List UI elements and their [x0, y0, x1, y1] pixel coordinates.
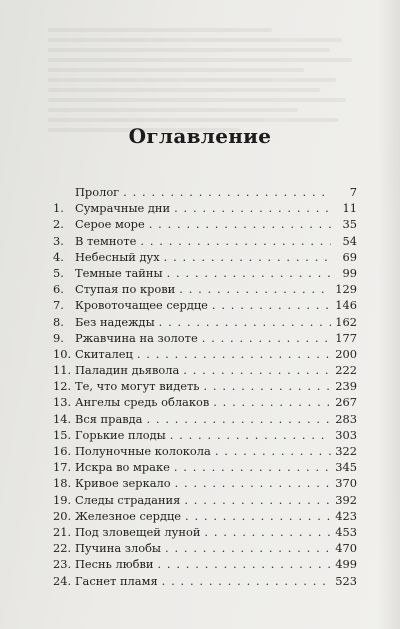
toc-entry [53, 394, 357, 410]
toc-entry-title: Ангелы средь облаков [75, 395, 210, 410]
toc-entry-number: 4. [53, 249, 64, 264]
ghost-line [48, 68, 304, 72]
toc-leader-dots [159, 314, 331, 330]
toc-leader-dots [140, 233, 331, 249]
toc-entry-page: 303 [335, 427, 357, 442]
toc-entry-number: 13. [53, 395, 72, 410]
toc-leader-dots [123, 184, 331, 200]
toc-leader-dots [164, 249, 331, 265]
toc-leader-dots [170, 427, 331, 443]
toc-entry-number: 22. [53, 541, 72, 556]
bleed-through-text [48, 22, 368, 138]
toc-entry-page: 392 [335, 492, 357, 507]
toc-entry-title: Вся правда [75, 411, 143, 426]
toc-entry-page: 370 [335, 476, 357, 491]
toc-leader-dots [162, 573, 331, 589]
toc-entry-page: 222 [335, 363, 357, 378]
page-edge-shadow [378, 0, 400, 629]
toc-entry-page: 69 [342, 249, 357, 264]
toc-entry-number: 15. [53, 427, 72, 442]
toc-entry-title: Паладин дьявола [75, 363, 180, 378]
toc-leader-dots [215, 443, 331, 459]
toc-entry-number: 17. [53, 460, 72, 475]
toc-entry-title: Скиталец [75, 346, 133, 361]
toc-entry-page: 7 [349, 185, 357, 199]
toc-entry [53, 443, 357, 459]
toc-entry-page: 35 [342, 217, 357, 232]
ghost-line [48, 118, 339, 122]
toc-entry-number: 3. [53, 233, 64, 248]
toc-entry-title: Небесный дух [75, 249, 160, 264]
toc-entry-number: 23. [53, 557, 72, 572]
toc-entry-page: 99 [342, 265, 357, 280]
toc-entry [53, 524, 357, 540]
toc-entry [53, 184, 357, 200]
toc-entry [53, 265, 357, 281]
toc-leader-dots [212, 297, 331, 313]
toc-entry-title: Пролог [75, 185, 120, 199]
toc-entry-title: Кровоточащее сердце [75, 298, 208, 313]
toc-leader-dots [185, 508, 331, 524]
toc-entry [53, 540, 357, 556]
toc-entry-number: 20. [53, 508, 72, 523]
toc-entry-number: 10. [53, 346, 72, 361]
toc-entry-number: 1. [53, 201, 64, 216]
toc-entry-title: Сумрачные дни [75, 201, 171, 216]
toc-entry-number: 11. [53, 363, 72, 378]
toc-entry [53, 233, 357, 249]
ghost-line [48, 38, 342, 42]
toc-entry [53, 346, 357, 362]
toc-entry-number: 5. [53, 265, 64, 280]
toc-entry [53, 200, 357, 216]
toc-leader-dots [149, 216, 331, 232]
ghost-line [48, 78, 336, 82]
toc-leader-dots [174, 459, 331, 475]
toc-entry-title: Без надежды [75, 314, 155, 329]
toc-entry-number: 18. [53, 476, 72, 491]
toc-entry-page: 146 [335, 298, 357, 313]
toc-entry-number: 16. [53, 444, 72, 458]
toc-entry [53, 475, 357, 491]
toc-entry-page: 423 [335, 508, 357, 523]
page-title: Оглавление [128, 124, 272, 148]
toc-entry [53, 508, 357, 524]
toc-entry [53, 249, 357, 265]
toc-leader-dots [175, 475, 331, 491]
toc-leader-dots [165, 540, 331, 556]
toc-entry-title: Серое море [75, 217, 145, 232]
toc-entry [53, 216, 357, 232]
toc-leader-dots [184, 492, 331, 508]
toc-entry-page: 129 [335, 282, 357, 297]
toc-entry [53, 281, 357, 297]
toc-entry [53, 362, 357, 378]
toc-entry-page: 345 [335, 460, 357, 475]
toc-entry [53, 459, 357, 475]
toc-entry-page: 453 [335, 524, 357, 539]
toc-entry-page: 239 [335, 379, 357, 394]
toc-entry-page: 267 [335, 395, 357, 410]
table-of-contents [53, 184, 357, 589]
toc-leader-dots [137, 346, 331, 362]
toc-entry-page: 54 [342, 233, 357, 248]
toc-entry-title: Гаснет пламя [75, 573, 158, 588]
toc-leader-dots [213, 394, 331, 410]
toc-entry-page: 499 [335, 557, 357, 572]
toc-entry-page: 162 [335, 314, 357, 329]
toc-entry-page: 470 [335, 541, 357, 556]
toc-entry-page: 200 [335, 346, 357, 361]
toc-leader-dots [203, 378, 331, 394]
toc-entry [53, 297, 357, 313]
toc-entry-page: 11 [342, 201, 357, 216]
toc-leader-dots [179, 281, 331, 297]
toc-entry [53, 492, 357, 508]
toc-entry-title: Пучина злобы [75, 541, 161, 556]
toc-leader-dots [204, 524, 331, 540]
toc-entry-page: 523 [335, 573, 357, 588]
toc-entry-title: Темные тайны [75, 265, 163, 280]
ghost-line [48, 48, 330, 52]
toc-entry-title: Кривое зеркало [75, 476, 171, 491]
ghost-line [48, 58, 352, 62]
toc-entry [53, 314, 357, 330]
toc-entry-page: 177 [335, 330, 357, 345]
toc-entry-number: 19. [53, 492, 72, 507]
toc-entry-title: Горькие плоды [75, 427, 166, 442]
toc-leader-dots [174, 200, 331, 216]
toc-entry-title: Полуночные колокола [75, 444, 211, 458]
toc-entry-number: 24. [53, 573, 72, 588]
toc-entry-number: 2. [53, 217, 64, 232]
toc-entry-number: 8. [53, 314, 64, 329]
toc-entry-number: 12. [53, 379, 72, 394]
ghost-line [48, 28, 272, 32]
toc-entry-title: Искра во мраке [75, 460, 170, 475]
toc-entry-title: Под зловещей луной [75, 524, 201, 539]
toc-leader-dots [202, 330, 331, 346]
toc-leader-dots [167, 265, 331, 281]
ghost-line [48, 88, 320, 92]
ghost-line [48, 98, 346, 102]
toc-entry-title: Песнь любви [75, 557, 154, 572]
toc-entry [53, 427, 357, 443]
toc-leader-dots [146, 411, 331, 427]
toc-leader-dots [183, 362, 331, 378]
toc-entry-number: 21. [53, 524, 72, 539]
toc-entry [53, 573, 357, 589]
toc-leader-dots [157, 556, 331, 572]
toc-entry-number: 9. [53, 330, 64, 345]
toc-entry-page: 283 [335, 411, 357, 426]
toc-entry-title: Ржавчина на золоте [75, 330, 198, 345]
toc-entry-title: Ступая по крови [75, 282, 176, 297]
toc-entry-title: Следы страдания [75, 492, 181, 507]
toc-entry-number: 14. [53, 411, 72, 426]
ghost-line [48, 108, 298, 112]
toc-entry-number: 7. [53, 298, 64, 313]
toc-entry-title: В темноте [75, 233, 137, 248]
toc-entry [53, 330, 357, 346]
toc-entry [53, 411, 357, 427]
toc-entry-number: 6. [53, 282, 64, 297]
toc-entry [53, 556, 357, 572]
toc-entry-title: Железное сердце [75, 508, 182, 523]
toc-entry [53, 378, 357, 394]
toc-entry-page: 322 [335, 444, 357, 458]
toc-entry-title: Те, что могут видеть [75, 379, 200, 394]
